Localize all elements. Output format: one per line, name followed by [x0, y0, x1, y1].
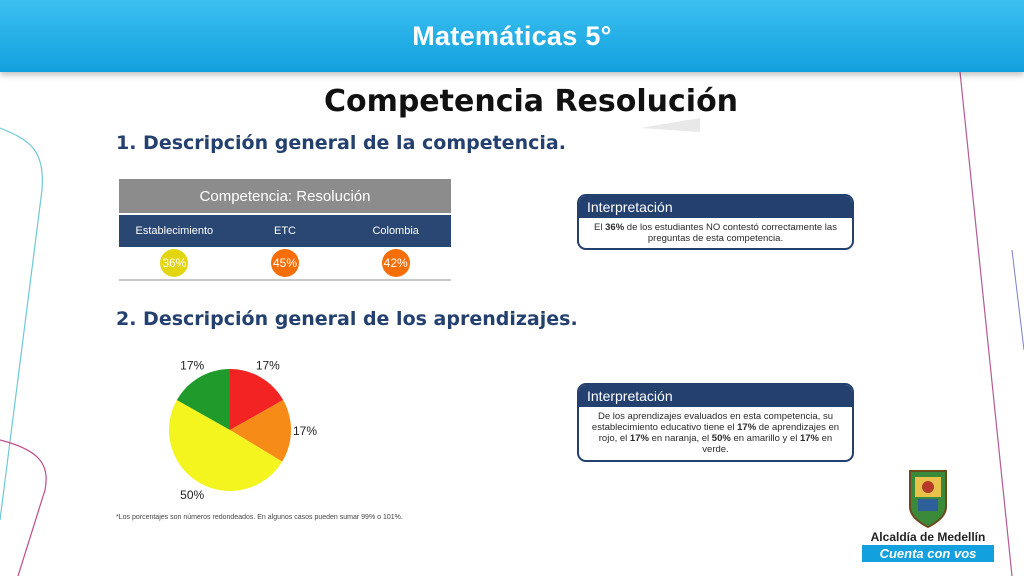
text-part: en naranja, el [648, 433, 712, 444]
column-header: Establecimiento [135, 225, 214, 237]
text-part: de los estudiantes NO contestó correctamente las preguntas de esta competencia. [624, 222, 837, 244]
pie-label: 50% [180, 487, 205, 500]
pie-label: 17% [255, 360, 280, 373]
text-part: De los aprendizajes evaluados en esta competencia, su establecimiento educativo tiene el [591, 411, 833, 433]
competency-table-columns [119, 213, 451, 247]
competency-table [119, 179, 451, 281]
header-title: Matemáticas 5° [412, 20, 612, 51]
competency-table-title: Competencia: Resolución [119, 179, 451, 213]
interpretation-text [579, 407, 852, 455]
interpretation-box-learnings [577, 383, 854, 462]
text-bold: 17% [737, 422, 757, 433]
text-part: de aprendizajes en rojo, el [598, 422, 840, 444]
text-bold: 50% [711, 433, 731, 444]
section-heading-competency: 1. Descripción general de la competencia. [116, 132, 566, 154]
text-bold: 36% [605, 222, 625, 233]
text-part: en verde. [702, 433, 833, 455]
footnote: *Los porcentajes son números redondeados. En algunos casos pueden sumar 99% o 101%. [116, 514, 403, 521]
interpretation-title: Interpretación [579, 196, 852, 218]
pie-label: 17% [292, 424, 318, 439]
coat-of-arms-icon [862, 469, 994, 529]
slide-title: Competencia Resolución [323, 84, 739, 119]
logo-text-slogan: Cuenta con vos [862, 545, 994, 562]
interpretation-title: Interpretación [579, 385, 852, 407]
logo-text-alcaldia: Alcaldía de Medellín [870, 530, 986, 544]
section-heading-learnings: 2. Descripción general de los aprendizajes. [116, 308, 578, 330]
text-part: El [594, 222, 606, 233]
learnings-pie-chart [160, 360, 320, 500]
value-circle-etc: 45% [271, 249, 299, 277]
text-bold: 17% [799, 433, 819, 444]
value-circle-colombia: 42% [382, 249, 410, 277]
text-part: en amarillo y el [730, 433, 800, 444]
pie-label: 17% [180, 360, 205, 373]
interpretation-text [579, 218, 852, 244]
text-bold: 17% [629, 433, 649, 444]
header-band [0, 0, 1024, 72]
interpretation-box-competency [577, 194, 854, 250]
competency-table-values [119, 247, 451, 281]
column-header: Colombia [372, 225, 419, 237]
alcaldia-logo [862, 469, 994, 564]
column-header: ETC [274, 225, 296, 237]
value-circle-establecimiento: 36% [160, 249, 188, 277]
